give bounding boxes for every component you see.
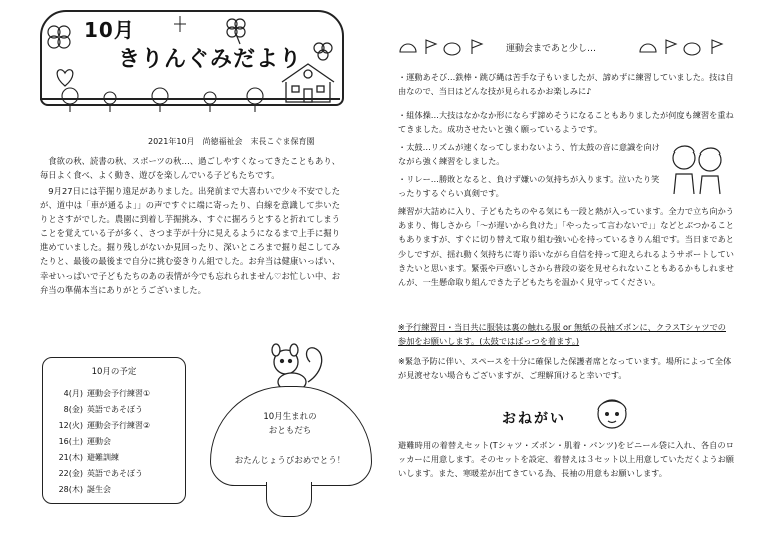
clover-icon — [40, 22, 80, 62]
schedule-item: 4(月) 運動会予行練習① — [63, 389, 151, 398]
dress-code-note: ※予行練習日・当日共に服装は裏の触れる服 or 無紙の長袖ズボンに、クラスTシャツでの参加をお願いします。(太鼓ではばっつを着ます。) — [398, 322, 726, 347]
publication-dateline: 2021年10月 尚徳福祉会 末長こぐま保育園 — [148, 137, 315, 146]
schedule-item: 12(火) 運動会予行練習② — [58, 421, 151, 430]
bullet-taiko: ・太鼓…リズムが速くなってしまわないよう、竹太鼓の音に意識を向けながら強く練習をしました。 — [398, 142, 660, 167]
children-illustration — [666, 140, 730, 196]
birthday-line1: 10月生まれの — [263, 412, 317, 422]
monthly-schedule-box — [42, 357, 186, 504]
bullet-undou: ・運動あそび…鉄棒・跳び縄は苦手な子もいましたが、諦めずに練習していました。技は自由なので、当日はどんな技が見られるかお楽しみに♪ — [398, 72, 734, 97]
sports-decoration-icons — [636, 36, 740, 58]
sparkle-icon — [174, 16, 186, 32]
newsletter-title: きりんぐみだより — [118, 47, 303, 72]
ground-line — [40, 98, 340, 122]
birthday-mushroom-cap — [210, 386, 372, 486]
bullet-kumitaisou: ・組体操…大技はなかなか形にならず諦めそうになることもありましたが何度も練習を重ねてきました。成功させたいと強く願っているようです。 — [398, 110, 734, 135]
imohori-paragraph: 9月27日には芋掘り遠足がありました。出発前まで大喜わいで少々不安でしたが、道中は「車が通るよ」」の声ですぐに端に寄ったり、白線を意識して歩いたりとさすがでした。農園に到着し芋掘挑み、すぐに掘ろうとすると折れてしまうことを覚えている子が多く、さつま芋が十分に見えるようになるまで上手に掘り進めていました。掘り残しがないか見回ったり、深いところまで掘り起こしてみたりと、最後の最後まで自分に挑む姿きりん組でした。お弁当は健康いっぱい、幸せいっぱいで子どもたちのあの表情が今でも忘れられません♡お忙しい中、お弁当の準備本当にありがとうございました。 — [40, 186, 340, 295]
practice-paragraph: 練習が大詰めに入り、子どもたちのやる気にも一段と熱が入っています。全力で立ち向かうあまり、悔しさから「～が遅いから負けた」「やったって言わないで」」などとぶつかることもありますが、すぐに切り替えて取り組む強い心を持っているきりん組です。当日まであと少しですが、揺れ動く気持ちに寄り添いながら自信を持って迎えられるようサポートしていきたいと思います。緊張や戸惑いしさから普段の姿を見せられないこともあるかもしれませんが、一生懸命取り組んできた子どもたちを温かく見守ってください。 — [398, 206, 734, 288]
schedule-title: 10月の予定 — [91, 367, 137, 377]
schedule-item: 21(木) 避難訓練 — [58, 453, 119, 462]
title-month: 10月 — [84, 18, 135, 42]
mushroom-stem — [266, 482, 312, 517]
onegai-text: 避難時用の着替えセット(Tシャツ・ズボン・肌着・パンツ)をビニール袋に入れ、各自のロッカーに用意します。そのセットを設定、着替えは３セット以上用意していただくようお願いします。また、寒暖差が出てきている為、長袖の用意もお願いします。 — [398, 440, 734, 479]
intro-paragraph: 食欲の秋、読書の秋、スポーツの秋…、過ごしやすくなってきたこともあり、毎日よく食べ、よく動き、遊びを楽しんでいる子どもたちです。 — [40, 156, 340, 181]
schedule-item: 28(木) 誕生会 — [58, 485, 111, 494]
schedule-item: 16(土) 運動会 — [58, 437, 111, 446]
schedule-item: 22(金) 英語であそぼう — [58, 469, 143, 478]
sportsday-heading: 運動会まであと少し… — [506, 44, 597, 54]
child-face-illustration — [590, 392, 634, 432]
birthday-wish: おたんじょうびおめでとう！ — [234, 456, 346, 466]
bullet-relay: ・リレー…勝敗となると、負けず嫌いの気持ちが入ります。泣いたり笑ったりするぐらい真剣です。 — [398, 174, 660, 199]
sports-decoration-icons — [396, 36, 500, 58]
onegai-heading: おねがい — [502, 411, 566, 427]
seating-note: ※緊急予防に伴い、スペースを十分に確保した保護者席となっています。場所によって全体が見渡せない場合もございますが、ご理解頂けると幸いです。 — [398, 356, 732, 381]
birthday-line2: おともだち — [268, 426, 312, 436]
schedule-item: 8(金) 英語であそぼう — [63, 405, 143, 414]
